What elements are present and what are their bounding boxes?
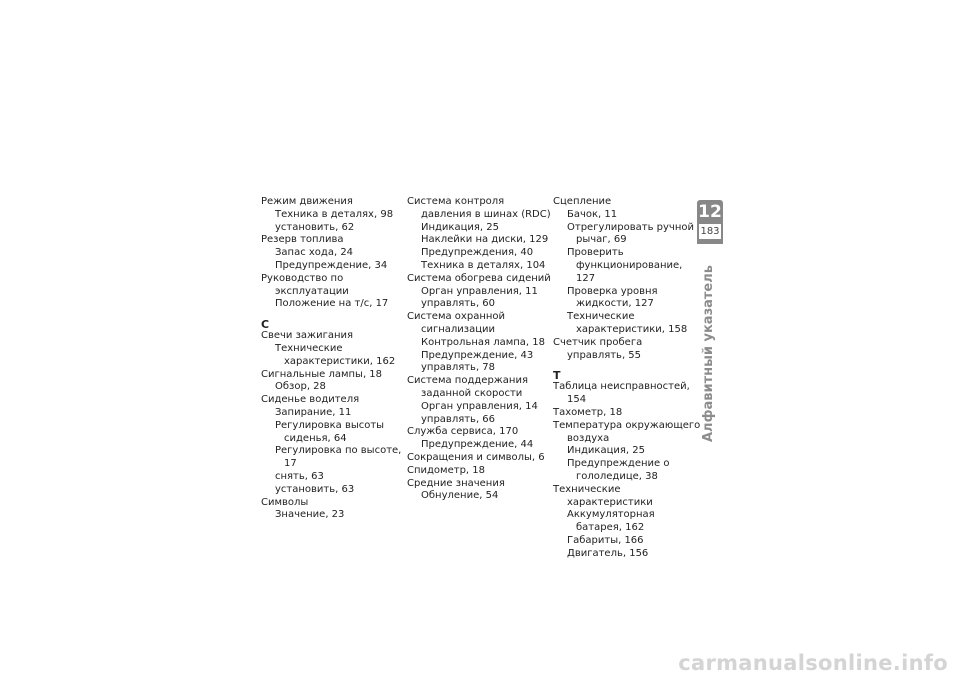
index-entry: Режим движения [261,196,353,207]
index-entry: Технические характеристики [553,483,653,508]
index-letter-heading: Т [553,369,561,383]
index-entry: Руководство по эксплуатации [261,272,349,297]
index-subentry: установить, 62 [275,221,355,233]
index-subentry: Технические характеристики, 162 [275,342,396,367]
index-entry: Сокращения и символы, 6 [407,451,545,463]
index-subentry: Двигатель, 156 [567,547,649,559]
index-subentry: управлять, 78 [421,362,496,374]
index-subentry: Техника в деталях, 98 [275,208,394,220]
index-entry: Символы [261,496,309,508]
index-entry: Спидометр, 18 [407,464,486,476]
index-entry: Средние значения [407,477,505,489]
index-subentry: Положение на т/с, 17 [275,298,389,310]
index-subentry: Габариты, 166 [567,534,644,546]
index-entry: Свечи зажигания [261,330,354,342]
index-subentry: Регулировка высоты сиденья, 64 [275,419,385,444]
index-column-2 [407,196,557,503]
index-entry: Служба сервиса, 170 [407,426,519,438]
index-letter-heading: С [261,318,270,332]
index-subentry: Проверить функционирование, 127 [567,247,683,284]
index-subentry: Наклейки на диски, 129 [421,234,549,246]
index-entry: Сиденье водителя [261,394,360,406]
index-entry: Система контроля давления в шинах (RDC) [407,196,551,220]
index-subentry: Аккумуляторная батарея, 162 [567,509,655,534]
index-subentry: Контрольная лампа, 18 [421,336,546,348]
index-subentry: Предупреждение, 43 [421,349,534,361]
index-subentry: Орган управления, 11 [421,285,538,297]
index-subentry: Проверка уровня жидкости, 127 [567,285,658,310]
index-entry: Счетчик пробега [553,336,643,348]
index-subentry: управлять, 55 [567,349,642,361]
index-entry: Сигнальные лампы, 18 [261,368,383,380]
index-subentry: Обнуление, 54 [421,490,499,502]
index-subentry: Запас хода, 24 [275,247,354,259]
index-subentry: Предупреждение о гололедице, 38 [567,458,670,482]
index-entry: Система охранной сигнализации [407,311,506,335]
index-subentry: Предупреждения, 40 [421,247,534,259]
index-subentry: управлять, 60 [421,298,496,310]
index-entry: Система поддержания заданной скорости [407,375,528,399]
index-subentry: снять, 63 [275,470,324,482]
index-subentry: Значение, 23 [275,509,345,521]
index-subentry: Предупреждение, 44 [421,439,534,451]
index-subentry: Орган управления, 14 [421,400,538,412]
index-entry: Температура окружающего воздуха [553,419,701,444]
index-subentry: Техника в деталях, 104 [421,259,546,271]
page-number: 183 [700,226,720,237]
index-entry: Резерв топлива [261,234,344,246]
chapter-tab [697,200,723,244]
index-subentry: Отрегулировать ручной рычаг, 69 [567,221,694,246]
index-entry: Таблица неисправностей, 154 [553,381,690,406]
index-column-1 [261,196,411,522]
index-subentry: управлять, 66 [421,413,496,425]
index-subentry: Обзор, 28 [275,381,326,393]
watermark: carmanualsonline.info [678,651,948,675]
index-entry: Тахометр, 18 [553,406,623,418]
index-subentry: Предупреждение, 34 [275,259,388,271]
index-entry: Сцепление [553,196,612,207]
index-subentry: установить, 63 [275,483,355,495]
index-subentry: Индикация, 25 [421,221,500,233]
index-column-3 [553,196,703,561]
index-subentry: Бачок, 11 [567,208,618,220]
index-entry: Система обогрева сидений [407,272,551,284]
index-subentry: Регулировка по высоте, 17 [275,445,402,470]
section-title: Алфавитный указатель [701,265,716,442]
index-subentry: Технические характеристики, 158 [567,311,688,335]
index-subentry: Индикация, 25 [567,445,646,457]
index-subentry: Запирание, 11 [275,406,352,418]
chapter-number: 12 [698,202,722,222]
